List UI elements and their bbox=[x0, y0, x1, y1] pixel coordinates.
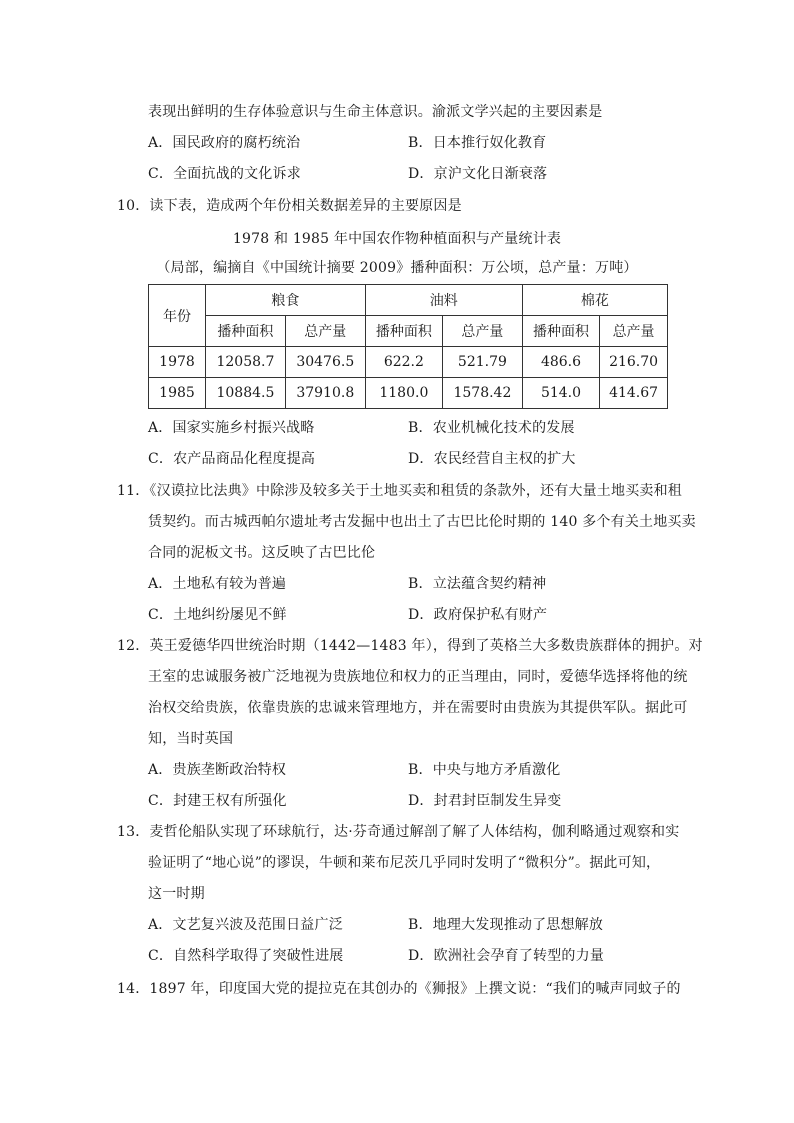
q11-stem-line-2: 赁契约。而古城西帕尔遗址考古发掘中也出土了古巴比伦时期的 140 多个有关土地买卖 bbox=[148, 514, 696, 530]
subheader-cell: 播种面积 bbox=[522, 316, 599, 347]
q10-stem: 10．读下表，造成两个年份相关数据差异的主要原因是 bbox=[117, 198, 462, 214]
header-year: 年份 bbox=[149, 285, 206, 347]
table-cell: 622.2 bbox=[365, 347, 442, 378]
q13-option-b[interactable]: B．地理大发现推动了思想解放 bbox=[408, 917, 604, 933]
q12-option-a[interactable]: A．贵族垄断政治特权 bbox=[148, 762, 287, 778]
q11-stem-line-3: 合同的泥板文书。这反映了古巴比伦 bbox=[148, 545, 376, 561]
q10-option-c[interactable]: C．农产品商品化程度提高 bbox=[148, 451, 316, 467]
table-cell: 12058.7 bbox=[206, 347, 286, 378]
table-cell: 1978 bbox=[149, 347, 206, 378]
q13-stem-line-2: 验证明了“地心说”的谬误，牛顿和莱布尼茨几乎同时发明了“微积分”。据此可知， bbox=[148, 855, 661, 871]
header-cotton: 棉花 bbox=[522, 285, 667, 316]
q12-stem-line-1: 12．英王爱德华四世统治时期（1442—1483 年），得到了英格兰大多数贵族群体的拥护。对 bbox=[117, 638, 703, 654]
table-row bbox=[149, 347, 668, 378]
table-cell: 1985 bbox=[149, 378, 206, 409]
q11-option-c[interactable]: C．土地纠纷屡见不鲜 bbox=[148, 607, 287, 623]
q9-option-a[interactable]: A．国民政府的腐朽统治 bbox=[148, 135, 301, 151]
q12-option-c[interactable]: C．封建王权有所强化 bbox=[148, 793, 287, 809]
table-row bbox=[149, 378, 668, 409]
header-grain: 粮食 bbox=[206, 285, 366, 316]
table-cell: 1578.42 bbox=[443, 378, 523, 409]
q12-option-b[interactable]: B．中央与地方矛盾激化 bbox=[408, 762, 561, 778]
subheader-cell: 总产量 bbox=[600, 316, 668, 347]
q11-stem-line-1: 11．《汉谟拉比法典》中除涉及较多关于土地买卖和租赁的条款外，还有大量土地买卖和租 bbox=[117, 483, 683, 499]
subheader-cell: 总产量 bbox=[443, 316, 523, 347]
q11-option-d[interactable]: D．政府保护私有财产 bbox=[408, 607, 548, 623]
q11-option-b[interactable]: B．立法蕴含契约精神 bbox=[408, 576, 547, 592]
table-cell: 1180.0 bbox=[365, 378, 442, 409]
table-cell: 10884.5 bbox=[206, 378, 286, 409]
q12-stem-line-3: 治权交给贵族，依靠贵族的忠诚来管理地方，并在需要时由贵族为其提供军队。据此可 bbox=[148, 700, 688, 716]
q9-option-d[interactable]: D．京沪文化日渐衰落 bbox=[408, 166, 548, 182]
table-cell: 216.70 bbox=[600, 347, 668, 378]
q13-stem-line-1: 13．麦哲伦船队实现了环球航行，达·芬奇通过解剖了解了人体结构，伽利略通过观察和实 bbox=[117, 824, 680, 840]
table-title: 1978 和 1985 年中国农作物种植面积与产量统计表 bbox=[232, 231, 562, 247]
q12-stem-line-4: 知，当时英国 bbox=[148, 731, 234, 747]
q10-option-b[interactable]: B．农业机械化技术的发展 bbox=[408, 420, 575, 436]
q13-option-d[interactable]: D．欧洲社会孕育了转型的力量 bbox=[408, 948, 605, 964]
q9-option-b[interactable]: B．日本推行奴化教育 bbox=[408, 135, 547, 151]
table-cell: 486.6 bbox=[522, 347, 599, 378]
table-note: （局部，编摘自《中国统计摘要 2009》播种面积：万公顷，总产量：万吨） bbox=[156, 260, 638, 276]
table-cell: 521.79 bbox=[443, 347, 523, 378]
q11-option-a[interactable]: A．土地私有较为普遍 bbox=[148, 576, 287, 592]
table-header-row bbox=[149, 285, 668, 316]
subheader-cell: 播种面积 bbox=[365, 316, 442, 347]
q9-stem-continuation: 表现出鲜明的生存体验意识与生命主体意识。渝派文学兴起的主要因素是 bbox=[148, 104, 603, 120]
crop-statistics-table bbox=[148, 284, 668, 409]
q10-option-d[interactable]: D．农民经营自主权的扩大 bbox=[408, 451, 576, 467]
q12-stem-line-2: 王室的忠诚服务被广泛地视为贵族地位和权力的正当理由，同时，爱德华选择将他的统 bbox=[148, 669, 688, 685]
table-subheader-row bbox=[149, 316, 668, 347]
q12-option-d[interactable]: D．封君封臣制发生异变 bbox=[408, 793, 562, 809]
table-cell: 514.0 bbox=[522, 378, 599, 409]
q14-stem-line-1: 14．1897 年，印度国大党的提拉克在其创办的《狮报》上撰文说：“我们的喊声同蚊子的 bbox=[117, 981, 681, 997]
subheader-cell: 总产量 bbox=[285, 316, 365, 347]
table-cell: 30476.5 bbox=[285, 347, 365, 378]
table-cell: 37910.8 bbox=[285, 378, 365, 409]
q9-option-c[interactable]: C．全面抗战的文化诉求 bbox=[148, 166, 301, 182]
header-oil: 油料 bbox=[365, 285, 522, 316]
q13-option-a[interactable]: A．文艺复兴波及范围日益广泛 bbox=[148, 917, 343, 933]
subheader-cell: 播种面积 bbox=[206, 316, 286, 347]
q10-option-a[interactable]: A．国家实施乡村振兴战略 bbox=[148, 420, 315, 436]
q13-stem-line-3: 这一时期 bbox=[148, 886, 205, 902]
q13-option-c[interactable]: C．自然科学取得了突破性进展 bbox=[148, 948, 344, 964]
table-cell: 414.67 bbox=[600, 378, 668, 409]
